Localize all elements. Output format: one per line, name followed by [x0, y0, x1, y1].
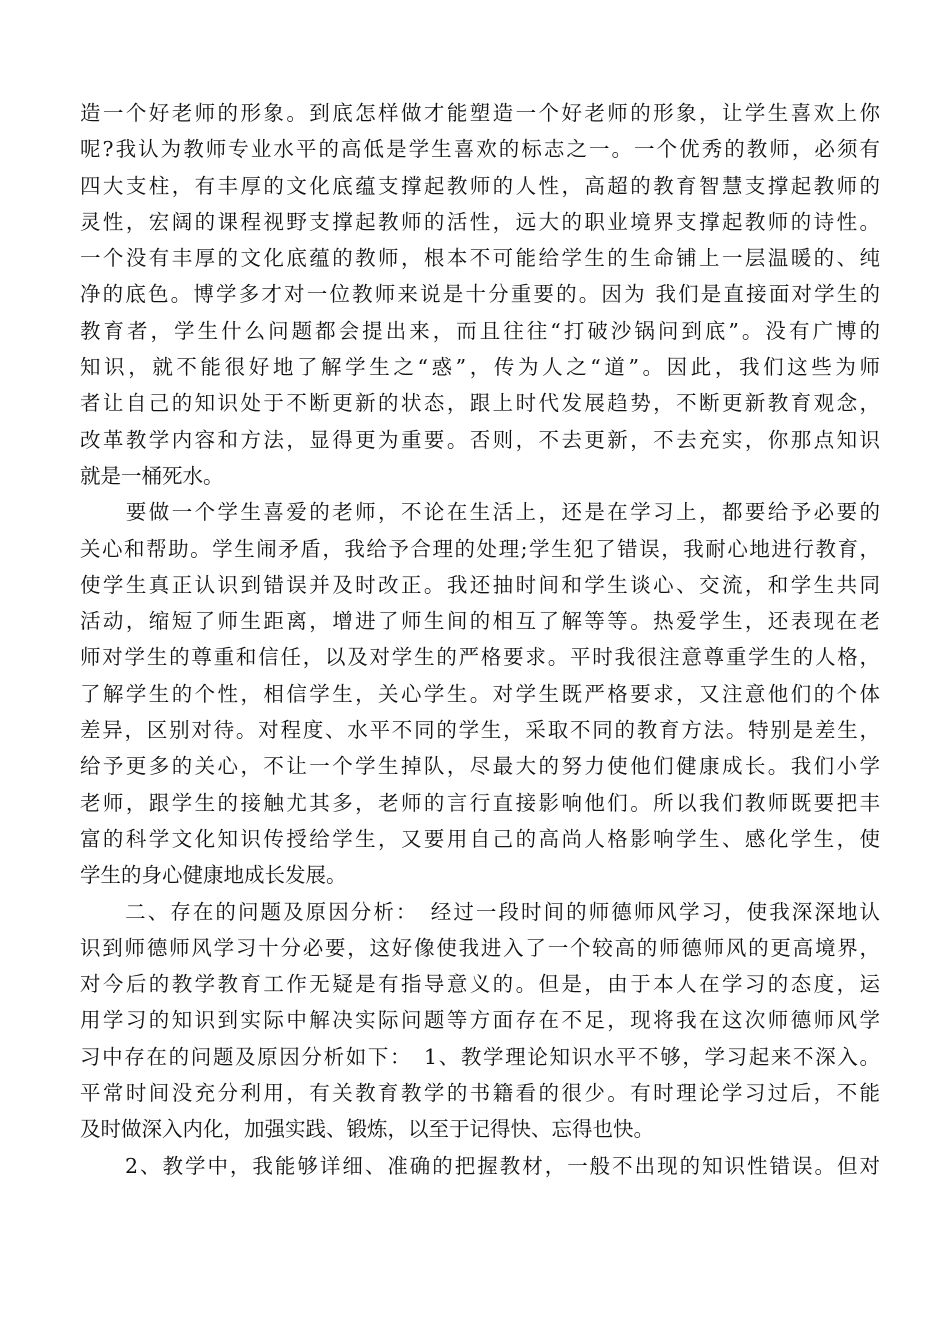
text-line: 给予更多的关心，不让一个学生掉队，尽最大的努力使他们健康成长。我们小学: [80, 754, 880, 779]
text-line: 学生的身心健康地成长发展。: [80, 863, 347, 888]
text-line: 呢?我认为教师专业水平的高低是学生喜欢的标志之一。一个优秀的教师，必须有: [80, 137, 880, 162]
text-line: 师对学生的尊重和信任，以及对学生的严格要求。平时我很注意尊重学生的人格，: [80, 645, 880, 670]
text-line: 及时做深入内化，加强实践、锻炼，以至于记得快、忘得也快。: [80, 1117, 654, 1142]
text-line: 要做一个学生喜爱的老师，不论在生活上，还是在学习上，都要给予必要的: [80, 500, 880, 525]
text-line: 教育者，学生什么问题都会提出来，而且往往“打破沙锅问到底”。没有广博的: [80, 318, 880, 343]
document-body-text: [80, 95, 880, 1184]
text-line: 习中存在的问题及原因分析如下： 1、教学理论知识水平不够，学习起来不深入。: [80, 1044, 880, 1069]
text-line: 二、存在的问题及原因分析： 经过一段时间的师德师风学习，使我深深地认: [80, 899, 880, 924]
text-line: 四大支柱，有丰厚的文化底蕴支撑起教师的人性，高超的教育智慧支撑起教师的: [80, 173, 880, 198]
text-line: 老师，跟学生的接触尤其多，老师的言行直接影响他们。所以我们教师既要把丰: [80, 790, 880, 815]
text-line: 对今后的教学教育工作无疑是有指导意义的。但是，由于本人在学习的态度，运: [80, 972, 880, 997]
text-line: 富的科学文化知识传授给学生，又要用自己的高尚人格影响学生、感化学生，使: [80, 826, 880, 851]
text-line: 差异，区别对待。对程度、水平不同的学生，采取不同的教育方法。特别是差生，: [80, 718, 880, 743]
text-line: 灵性，宏阔的课程视野支撑起教师的活性，远大的职业境界支撑起教师的诗性。: [80, 209, 880, 234]
text-line: 2、教学中，我能够详细、准确的把握教材，一般不出现的知识性错误。但对: [80, 1153, 880, 1178]
text-line: 一个没有丰厚的文化底蕴的教师，根本不可能给学生的生命铺上一层温暖的、纯: [80, 246, 880, 271]
text-line: 造一个好老师的形象。到底怎样做才能塑造一个好老师的形象，让学生喜欢上你: [80, 101, 880, 125]
text-line: 关心和帮助。学生闹矛盾，我给予合理的处理;学生犯了错误，我耐心地进行教育，: [80, 536, 880, 561]
text-line: 净的底色。博学多才对一位教师来说是十分重要的。因为 我们是直接面对学生的: [80, 282, 880, 307]
text-line: 就是一桶死水。: [80, 463, 224, 488]
text-line: 了解学生的个性，相信学生，关心学生。对学生既严格要求，又注意他们的个体: [80, 681, 880, 706]
text-line: 者让自己的知识处于不断更新的状态，跟上时代发展趋势，不断更新教育观念，: [80, 391, 880, 416]
text-line: 活动，缩短了师生距离，增进了师生间的相互了解等等。热爱学生，还表现在老: [80, 609, 880, 634]
text-line: 使学生真正认识到错误并及时改正。我还抽时间和学生谈心、交流，和学生共同: [80, 572, 880, 597]
text-line: 改革教学内容和方法，显得更为重要。否则，不去更新，不去充实，你那点知识: [80, 427, 880, 452]
text-line: 平常时间没充分利用，有关教育教学的书籍看的很少。有时理论学习过后，不能: [80, 1081, 880, 1106]
text-line: 知识，就不能很好地了解学生之“惑”，传为人之“道”。因此，我们这些为师: [80, 355, 880, 380]
text-line: 识到师德师风学习十分必要，这好像使我进入了一个较高的师德师风的更高境界，: [80, 935, 880, 960]
text-line: 用学习的知识到实际中解决实际问题等方面存在不足，现将我在这次师德师风学: [80, 1008, 880, 1033]
